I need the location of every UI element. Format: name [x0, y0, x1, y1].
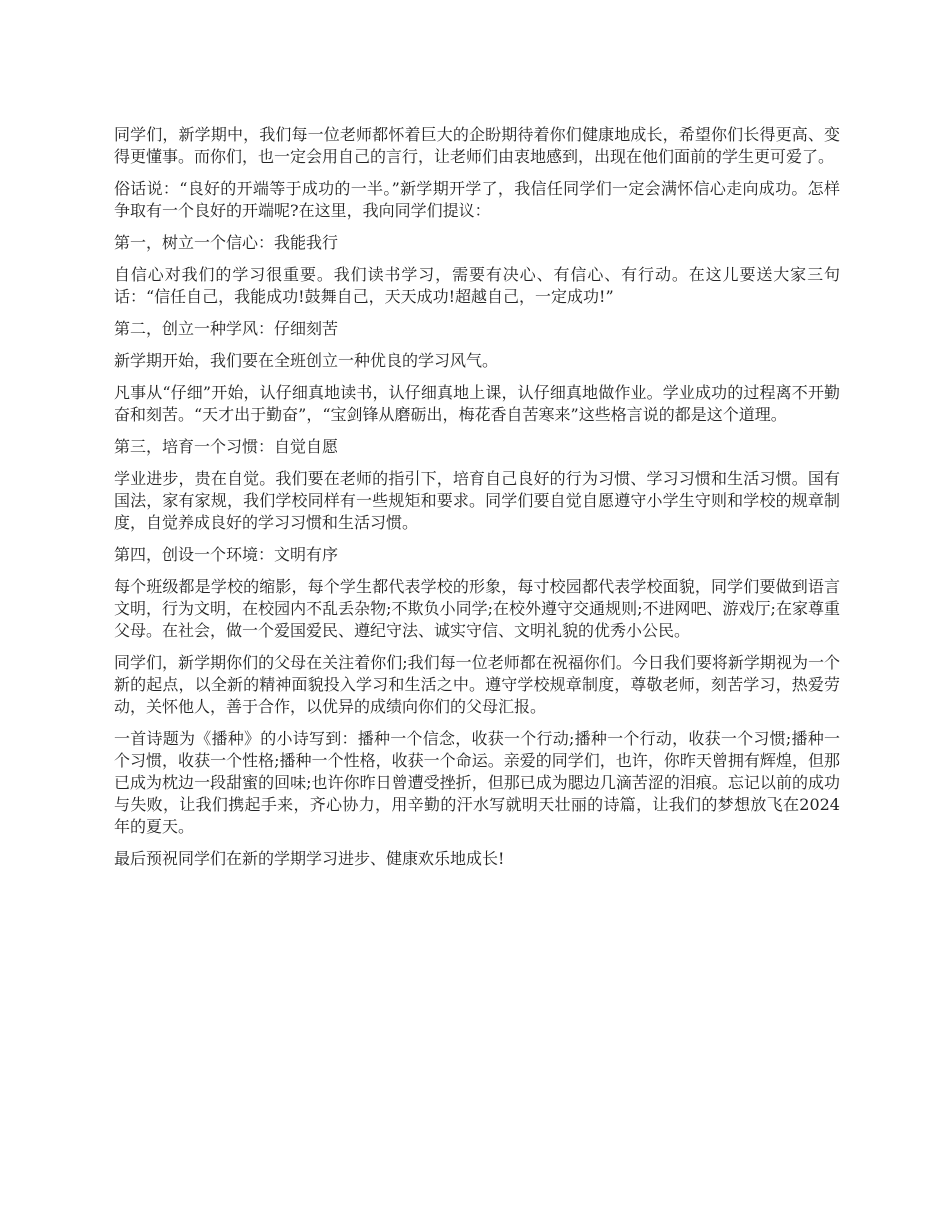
paragraph-environment: 每个班级都是学校的缩影，每个学生都代表学校的形象，每寸校园都代表学校面貌，同学们要做到语言文明，行为文明，在校园内不乱丢杂物;不欺负小同学;在校外遵守交通规则;不进网吧、游戏厅;在家尊重父母。在社会，做一个爱国爱民、遵纪守法、诚实守信、文明礼貌的优秀小公民。	[114, 577, 840, 640]
paragraph-poem: 一首诗题为《播种》的小诗写到：播种一个信念，收获一个行动;播种一个行动，收获一个习惯;播种一个习惯，收获一个性格;播种一个性格，收获一个命运。亲爱的同学们，也许，你昨天曾拥有辉煌，但那已成为枕边一段甜蜜的回味;也许你昨日曾遭受挫折，但那已成为腮边几滴苦涩的泪痕。忘记以前的成功与失败，让我们携起手来，齐心协力，用辛勤的汗水写就明天壮丽的诗篇，让我们的梦想放飞在2024年的夏天。	[114, 729, 840, 836]
heading-second-point: 第二，创立一种学风：仔细刻苦	[114, 319, 339, 338]
paragraph-habits: 学业进步，贵在自觉。我们要在老师的指引下，培育自己良好的行为习惯、学习习惯和生活习惯。国有国法，家有家规，我们学校同样有一些规矩和要求。同学们要自觉自愿遵守小学生守则和学校的规章制度，自觉养成良好的学习习惯和生活习惯。	[114, 469, 840, 532]
document-body	[114, 124, 840, 880]
paragraph-proverb: 俗话说：“良好的开端等于成功的一半。”新学期开学了，我信任同学们一定会满怀信心走向成功。怎样争取有一个良好的开端呢?在这里，我向同学们提议：	[114, 179, 840, 220]
paragraph-new-start: 同学们，新学期你们的父母在关注着你们;我们每一位老师都在祝福你们。今日我们要将新学期视为一个新的起点，以全新的精神面貌投入学习和生活之中。遵守学校规章制度，尊敬老师，刻苦学习，热爱劳动，关怀他人，善于合作，以优异的成绩向你们的父母汇报。	[114, 653, 840, 716]
heading-first-point: 第一，树立一个信心：我能我行	[114, 233, 339, 252]
paragraph-diligence: 凡事从“仔细”开始，认仔细真地读书，认仔细真地上课，认仔细真地做作业。学业成功的过程离不开勤奋和刻苦。“天才出于勤奋”，“宝剑锋从磨砺出，梅花香自苦寒来”这些格言说的都是这个道理。	[114, 383, 840, 424]
heading-fourth-point: 第四，创设一个环境：文明有序	[114, 545, 339, 564]
paragraph-confidence: 自信心对我们的学习很重要。我们读书学习，需要有决心、有信心、有行动。在这儿要送大家三句话：“信任自己，我能成功!鼓舞自己，天天成功!超越自己，一定成功!”	[114, 265, 840, 306]
heading-third-point: 第三，培育一个习惯：自觉自愿	[114, 437, 339, 456]
paragraph-intro: 同学们，新学期中，我们每一位老师都怀着巨大的企盼期待着你们健康地成长，希望你们长得更高、变得更懂事。而你们，也一定会用自己的言行，让老师们由衷地感到，出现在他们面前的学生更可爱了。	[114, 125, 840, 166]
paragraph-study-style: 新学期开始，我们要在全班创立一种优良的学习风气。	[114, 351, 499, 370]
paragraph-closing: 最后预祝同学们在新的学期学习进步、健康欢乐地成长!	[114, 849, 505, 868]
